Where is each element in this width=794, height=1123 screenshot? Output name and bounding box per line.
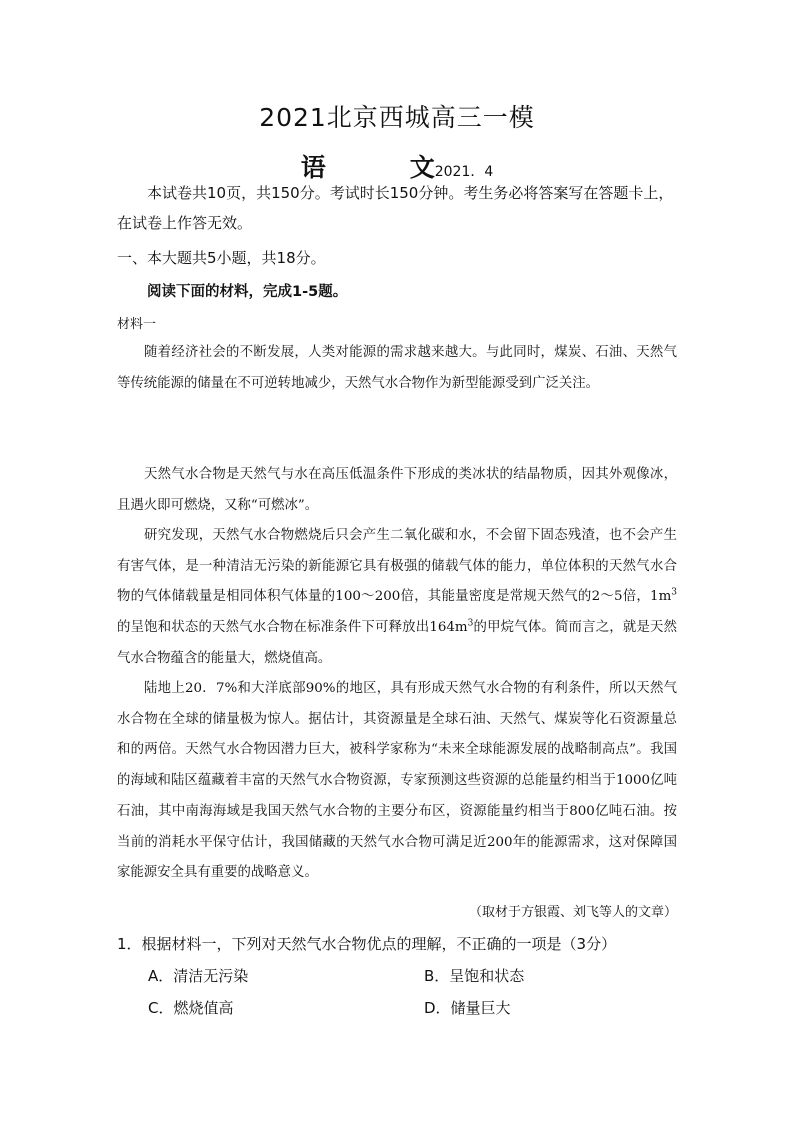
reading-instruction: 阅读下面的材料，完成1-5题。 <box>147 284 348 300</box>
question-1-stem: 1．根据材料一，下列对天然气水合物优点的理解，不正确的一项是（3分） <box>117 935 617 953</box>
option-a: A．清洁无污染 <box>148 967 249 985</box>
paragraph-3-part-3: 的甲烷气体。简而言之，就是天然气水合物蕴含的能量大，燃烧值高。 <box>117 620 677 666</box>
option-b: B．呈饱和状态 <box>424 967 525 985</box>
superscript-3: 3 <box>467 618 474 629</box>
exam-title: 2021北京西城高三一模 <box>259 103 535 132</box>
subject-char-1: 语 <box>300 153 326 182</box>
option-c: C．燃烧值高 <box>148 999 234 1017</box>
paragraph-4: 陆地上20．7%和大洋底部90%的地区，具有形成天然气水合物的有利条件，所以天然气水合物在全球的储量极为惊人。据估计，其资源量是全球石油、天然气、煤炭等化石资源量总和的两倍。天然气水合物因潜力巨大，被科学家称为“未来全球能源发展的战略制高点”。我国的海域和陆区蕴藏着丰富的天然气水合物资源，专家预测这些资源的总能量约相当于1000亿吨石油，其中南海海域是我国天然气水合物的主要分布区，资源能量约相当于800亿吨石油。按当前的消耗水平保守估计，我国储藏的天然气水合物可满足近200年的能源需求，这对保障国家能源安全具有重要的战略意义。 <box>117 681 677 881</box>
exam-date: 2021．4 <box>434 164 494 180</box>
superscript-3: 3 <box>671 587 677 598</box>
paragraph-3-part-1: 研究发现，天然气水合物燃烧后只会产生二氧化碳和水，不会留下固态残渣，也不会产生有害气体，是一种清洁无污染的新能源它具有极强的储载气体的能力，单位体积的天然气水合物的气体储载量是相同体积气体量的100～200倍，其能量密度是常规天然气的2～5倍，1m <box>117 528 677 605</box>
subject-char-2: 文 <box>409 153 435 182</box>
material-label: 材料一 <box>117 317 157 332</box>
source-citation: （取材于方银霞、刘飞等人的文章） <box>468 905 677 920</box>
exam-intro: 本试卷共10页，共150分。考试时长150分钟。考生务必将答案写在答题卡上，在试卷上作答无效。 <box>117 184 674 232</box>
paragraph-3-part-2: 的呈饱和状态的天然气水合物在标准条件下可释放出164m <box>117 620 468 636</box>
paragraph-2: 天然气水合物是天然气与水在高压低温条件下形成的类冰状的结晶物质，因其外观像冰，且遇火即可燃烧，又称“可燃冰”。 <box>117 467 677 513</box>
paragraph-1: 随着经济社会的不断发展，人类对能源的需求越来越大。与此同时，煤炭、石油、天然气等传统能源的储量在不可逆转地减少，天然气水合物作为新型能源受到广泛关注。 <box>117 345 677 391</box>
paragraph-3 <box>117 521 677 675</box>
section-heading: 一、本大题共5小题，共18分。 <box>117 249 326 267</box>
option-d: D．储量巨大 <box>424 999 511 1017</box>
